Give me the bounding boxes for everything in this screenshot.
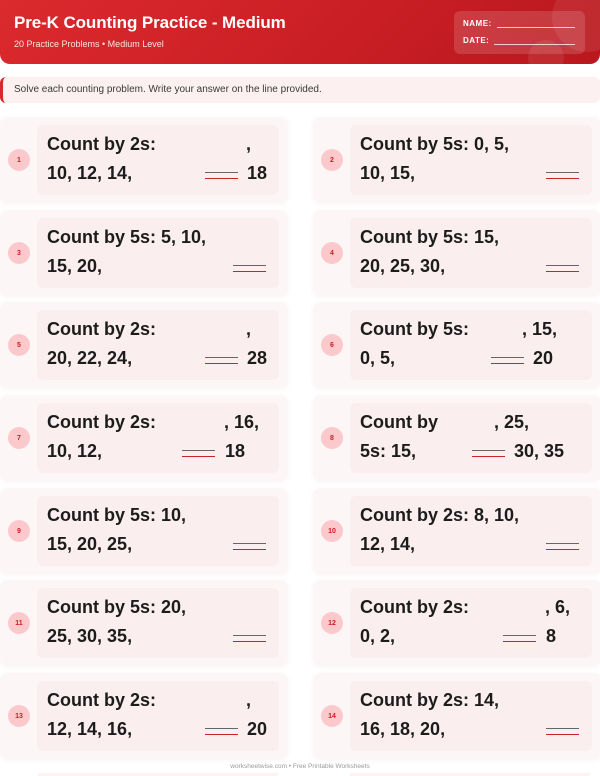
problem-line-1-after: , 15, bbox=[522, 319, 558, 339]
answer-line[interactable] bbox=[546, 728, 579, 735]
problem-line-2-after: 30, 35 bbox=[514, 441, 565, 461]
problem-line-1-after: , bbox=[246, 319, 252, 339]
problem-line-1: Count by 5s: 15, bbox=[360, 227, 500, 247]
problem-number-badge: 10 bbox=[321, 520, 343, 542]
problem-card bbox=[0, 580, 288, 666]
problem-number-badge: 13 bbox=[8, 705, 30, 727]
problem-line-1: Count by 2s: bbox=[360, 597, 470, 617]
problem-card bbox=[313, 302, 600, 388]
problem-line-2: 12, 14, 16, bbox=[47, 719, 133, 739]
problem-line-1: Count by 2s: bbox=[47, 690, 157, 710]
problem-card bbox=[0, 673, 288, 759]
name-date-box bbox=[454, 11, 585, 54]
name-label: NAME: bbox=[463, 19, 492, 28]
problem-line-2-after: 20 bbox=[533, 348, 554, 368]
answer-line[interactable] bbox=[182, 450, 215, 457]
problem-line-2: 25, 30, 35, bbox=[47, 626, 133, 646]
answer-line[interactable] bbox=[205, 172, 238, 179]
problem-line-2: 12, 14, bbox=[360, 534, 416, 554]
problem-body bbox=[37, 681, 279, 751]
problem-number-badge: 6 bbox=[321, 334, 343, 356]
name-write-line[interactable] bbox=[497, 19, 575, 28]
problem-line-1: Count by 5s: bbox=[360, 319, 470, 339]
problem-line-2-after: 18 bbox=[225, 441, 246, 461]
problem-card bbox=[0, 395, 288, 481]
problem-line-2: 10, 12, 14, bbox=[47, 163, 133, 183]
problem-line-2: 0, 5, bbox=[360, 348, 396, 368]
problem-line-1: Count by bbox=[360, 412, 438, 432]
problem-line-2: 5s: 15, bbox=[360, 441, 417, 461]
problem-card bbox=[313, 673, 600, 759]
problem-number-badge: 11 bbox=[8, 612, 30, 634]
problem-body bbox=[350, 310, 592, 380]
problem-body bbox=[37, 588, 279, 658]
answer-line[interactable] bbox=[233, 543, 266, 550]
answer-line[interactable] bbox=[472, 450, 505, 457]
problem-card bbox=[0, 302, 288, 388]
problem-line-2-after: 28 bbox=[247, 348, 268, 368]
problem-line-2: 10, 15, bbox=[360, 163, 416, 183]
problem-line-1: Count by 2s: bbox=[47, 134, 157, 154]
problem-line-1-after: , 16, bbox=[224, 412, 260, 432]
problem-line-1-after: , 25, bbox=[494, 412, 530, 432]
answer-line[interactable] bbox=[491, 357, 524, 364]
page-footer: worksheetwise.com • Free Printable Worksheets bbox=[230, 763, 370, 770]
problem-body bbox=[350, 125, 592, 195]
problem-body bbox=[37, 310, 279, 380]
problem-body bbox=[37, 125, 279, 195]
problem-body bbox=[350, 403, 592, 473]
date-label: DATE: bbox=[463, 36, 490, 45]
problem-number-badge: 4 bbox=[321, 242, 343, 264]
problem-body bbox=[350, 588, 592, 658]
problem-body bbox=[37, 403, 279, 473]
problem-line-2-after: 8 bbox=[546, 626, 557, 646]
problem-line-1: Count by 2s: bbox=[47, 412, 157, 432]
problem-body bbox=[350, 496, 592, 566]
problem-card bbox=[0, 488, 288, 574]
worksheet-header bbox=[0, 0, 600, 64]
problem-card bbox=[313, 488, 600, 574]
problem-body bbox=[350, 681, 592, 751]
problem-number-badge: 5 bbox=[8, 334, 30, 356]
problem-card bbox=[0, 210, 288, 296]
problem-line-2-after: 18 bbox=[247, 163, 268, 183]
answer-line[interactable] bbox=[205, 357, 238, 364]
problem-line-2: 15, 20, 25, bbox=[47, 534, 133, 554]
problem-line-2: 20, 25, 30, bbox=[360, 256, 446, 276]
problem-line-1: Count by 5s: 10, bbox=[47, 505, 187, 525]
problem-line-1: Count by 2s: 14, bbox=[360, 690, 500, 710]
problem-body bbox=[350, 218, 592, 288]
problem-line-2: 0, 2, bbox=[360, 626, 396, 646]
problem-body bbox=[37, 218, 279, 288]
instructions-banner: Solve each counting problem. Write your answer on the line provided. bbox=[0, 77, 600, 103]
answer-line[interactable] bbox=[546, 172, 579, 179]
date-field bbox=[463, 36, 575, 45]
answer-line[interactable] bbox=[546, 265, 579, 272]
problem-line-2: 10, 12, bbox=[47, 441, 103, 461]
problem-number-badge: 14 bbox=[321, 705, 343, 727]
problem-card bbox=[313, 580, 600, 666]
problem-line-1: Count by 5s: 0, 5, bbox=[360, 134, 510, 154]
problem-line-1-after: , bbox=[246, 690, 252, 710]
problem-line-1: Count by 2s: bbox=[47, 319, 157, 339]
problem-line-2: 15, 20, bbox=[47, 256, 103, 276]
problem-body bbox=[37, 496, 279, 566]
date-write-line[interactable] bbox=[494, 36, 575, 45]
name-field bbox=[463, 19, 575, 28]
problem-number-badge: 8 bbox=[321, 427, 343, 449]
answer-line[interactable] bbox=[233, 265, 266, 272]
problem-number-badge: 9 bbox=[8, 520, 30, 542]
problem-line-2: 16, 18, 20, bbox=[360, 719, 446, 739]
problem-number-badge: 2 bbox=[321, 149, 343, 171]
problem-card bbox=[313, 117, 600, 203]
problem-number-badge: 12 bbox=[321, 612, 343, 634]
problem-card bbox=[313, 395, 600, 481]
problem-line-2: 20, 22, 24, bbox=[47, 348, 133, 368]
answer-line[interactable] bbox=[546, 543, 579, 550]
problem-line-1-after: , 6, bbox=[545, 597, 571, 617]
problem-number-badge: 1 bbox=[8, 149, 30, 171]
problem-line-1: Count by 5s: 20, bbox=[47, 597, 187, 617]
answer-line[interactable] bbox=[205, 728, 238, 735]
problem-line-1: Count by 2s: 8, 10, bbox=[360, 505, 520, 525]
problem-number-badge: 7 bbox=[8, 427, 30, 449]
page-subtitle: 20 Practice Problems • Medium Level bbox=[14, 39, 164, 49]
problem-line-2-after: 20 bbox=[247, 719, 268, 739]
page-title: Pre-K Counting Practice - Medium bbox=[14, 13, 286, 32]
answer-line[interactable] bbox=[503, 635, 536, 642]
answer-line[interactable] bbox=[233, 635, 266, 642]
problem-line-1: Count by 5s: 5, 10, bbox=[47, 227, 207, 247]
problem-line-1-after: , bbox=[246, 134, 252, 154]
problem-card bbox=[0, 117, 288, 203]
problem-card bbox=[313, 210, 600, 296]
problem-number-badge: 3 bbox=[8, 242, 30, 264]
